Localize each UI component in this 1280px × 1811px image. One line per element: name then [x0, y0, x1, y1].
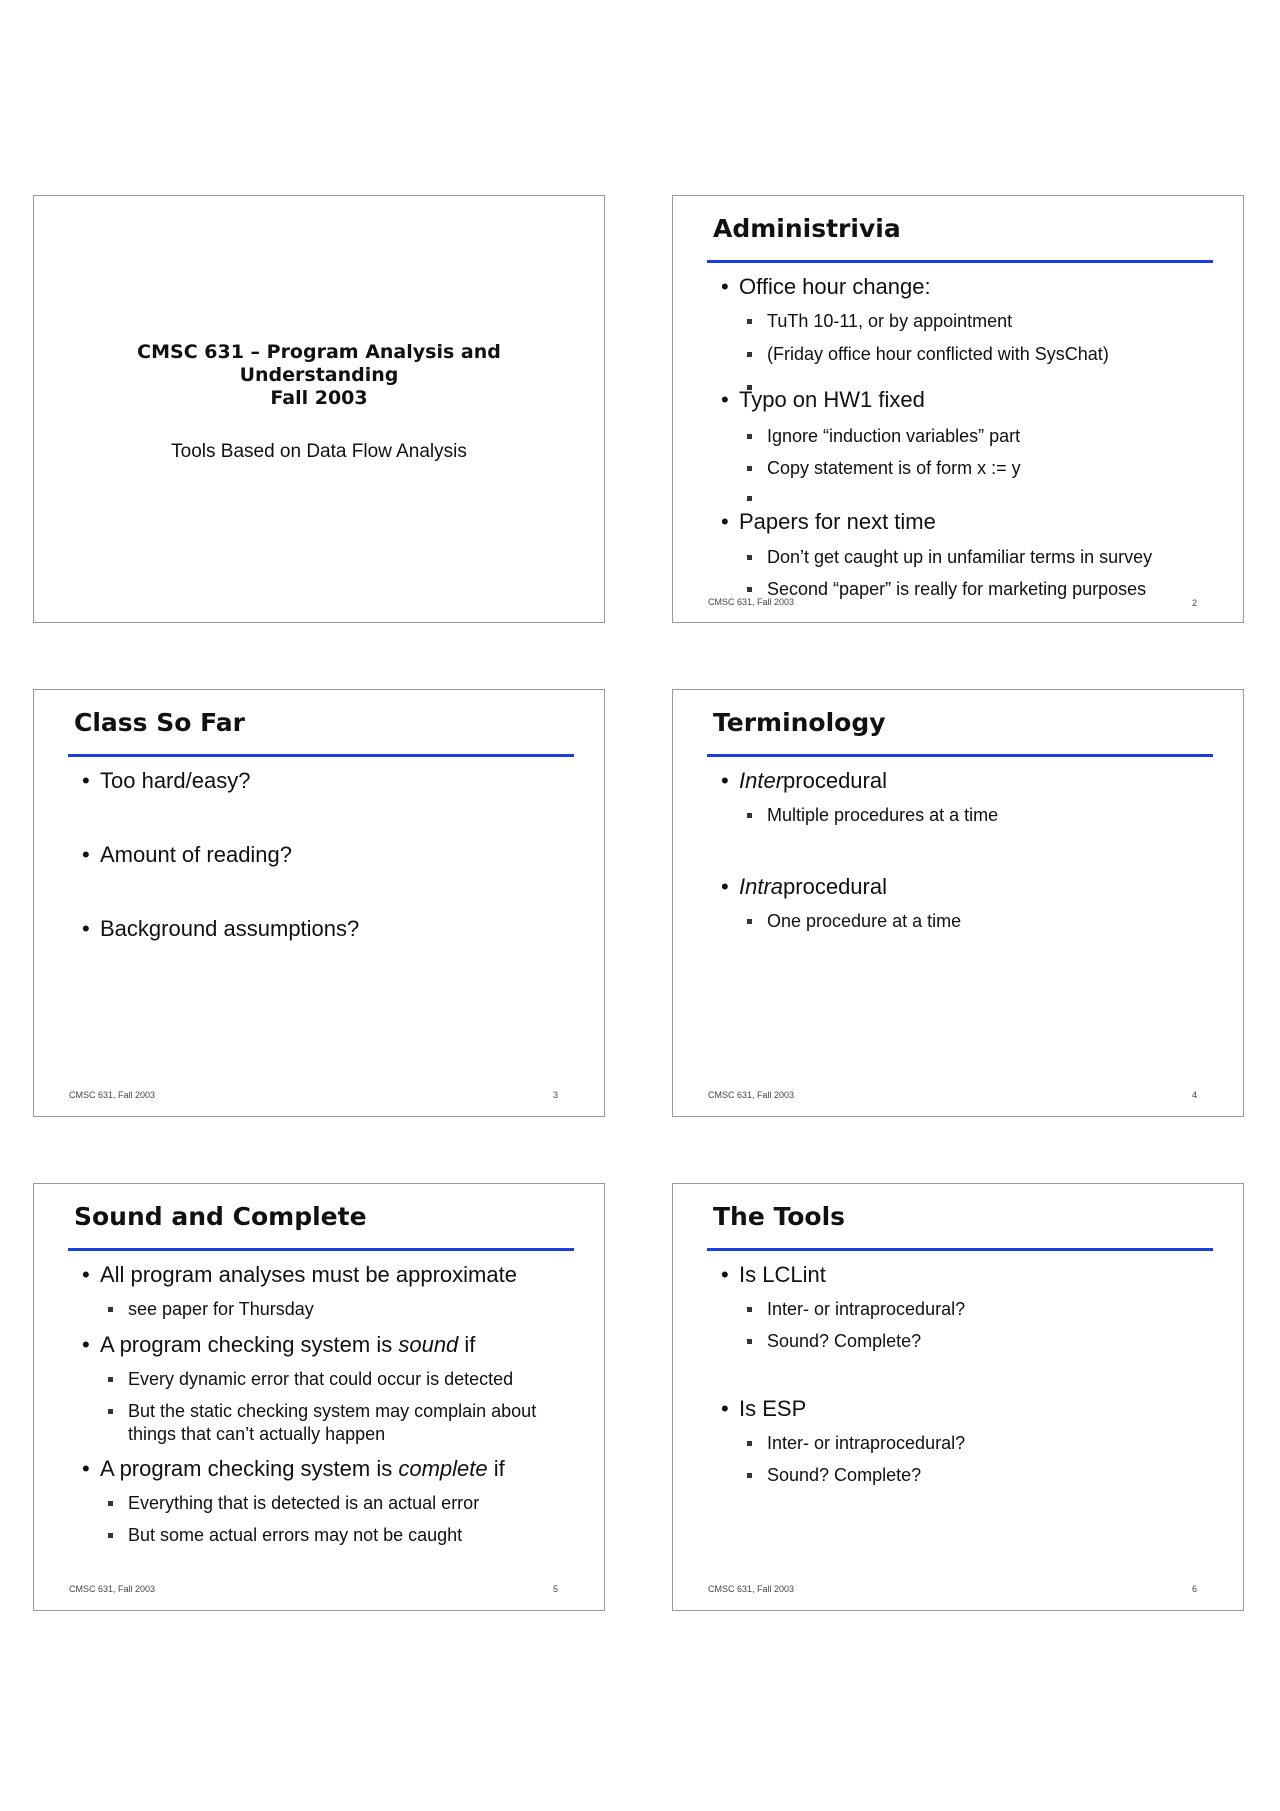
- bullet: • Intraprocedural: [721, 874, 887, 899]
- sub-bullet: One procedure at a time: [747, 910, 961, 933]
- page-number: 4: [1191, 1090, 1197, 1100]
- page-number: 2: [1191, 598, 1197, 608]
- slide-1: [33, 195, 605, 623]
- stray-square: [747, 496, 752, 501]
- title-slide-heading: [34, 341, 604, 410]
- sub-bullet: Don’t get caught up in unfamiliar terms in survey: [747, 546, 1152, 569]
- slide-footer: CMSC 631, Fall 2003: [708, 1090, 795, 1100]
- bullet: • Is LCLint: [721, 1262, 826, 1287]
- title-line: CMSC 631 – Program Analysis and: [137, 341, 501, 363]
- slide-footer: CMSC 631, Fall 2003: [69, 1584, 156, 1594]
- bullet: • All program analyses must be approximate: [82, 1262, 517, 1287]
- sub-bullet: Multiple procedures at a time: [747, 804, 998, 827]
- slide-title: Sound and Complete: [74, 1202, 367, 1231]
- sub-bullet: Sound? Complete?: [747, 1464, 921, 1487]
- slide-6: [672, 1183, 1244, 1611]
- title-rule: [68, 1248, 574, 1251]
- sub-bullet: Second “paper” is really for marketing purposes: [747, 578, 1146, 601]
- sub-bullet: But the static checking system may complain about things that can’t actually happen: [108, 1400, 538, 1446]
- slide-3: [33, 689, 605, 1117]
- page-number: 3: [552, 1090, 558, 1100]
- sub-bullet: see paper for Thursday: [108, 1298, 314, 1321]
- sub-bullet: Every dynamic error that could occur is detected: [108, 1368, 513, 1391]
- title-rule: [707, 1248, 1213, 1251]
- bullet: • Too hard/easy?: [82, 768, 251, 793]
- bullet: • Amount of reading?: [82, 842, 293, 867]
- title-rule: [707, 754, 1213, 757]
- page-number: 6: [1191, 1584, 1197, 1594]
- sub-bullet: Inter- or intraprocedural?: [747, 1298, 965, 1321]
- bullet: • Interprocedural: [721, 768, 887, 793]
- slide-5: [33, 1183, 605, 1611]
- title-slide-subtitle: Tools Based on Data Flow Analysis: [171, 441, 467, 462]
- slide-title: Terminology: [713, 708, 886, 737]
- sub-bullet: Everything that is detected is an actual error: [108, 1492, 479, 1515]
- slide-4: [672, 689, 1244, 1117]
- title-line: Fall 2003: [270, 387, 368, 409]
- page-number: 5: [552, 1584, 558, 1594]
- slide-title: The Tools: [713, 1202, 846, 1231]
- bullet: • Is ESP: [721, 1396, 807, 1421]
- sub-bullet: But some actual errors may not be caught: [108, 1524, 462, 1547]
- bullet: • A program checking system is sound if: [82, 1332, 476, 1357]
- sub-bullet: Inter- or intraprocedural?: [747, 1432, 965, 1455]
- sub-bullet: Ignore “induction variables” part: [747, 425, 1020, 448]
- slide-footer: CMSC 631, Fall 2003: [708, 1584, 795, 1594]
- slide-2: [672, 195, 1244, 623]
- sub-bullet: Copy statement is of form x := y: [747, 457, 1021, 480]
- slide-title: Class So Far: [74, 708, 245, 737]
- bullet: • Typo on HW1 fixed: [721, 387, 925, 412]
- bullet: • Papers for next time: [721, 509, 936, 534]
- slide-footer: CMSC 631, Fall 2003: [708, 597, 795, 607]
- title-rule: [707, 260, 1213, 263]
- slide-title: Administrivia: [713, 214, 901, 243]
- sub-bullet: (Friday office hour conflicted with SysChat): [747, 343, 1109, 366]
- bullet: • Background assumptions?: [82, 916, 360, 941]
- sub-bullet: TuTh 10-11, or by appointment: [747, 310, 1012, 333]
- slide-footer: CMSC 631, Fall 2003: [69, 1090, 156, 1100]
- bullet: • Office hour change:: [721, 274, 931, 299]
- title-rule: [68, 754, 574, 757]
- bullet: • A program checking system is complete if: [82, 1456, 505, 1481]
- sub-bullet: Sound? Complete?: [747, 1330, 921, 1353]
- title-line: Understanding: [239, 364, 399, 386]
